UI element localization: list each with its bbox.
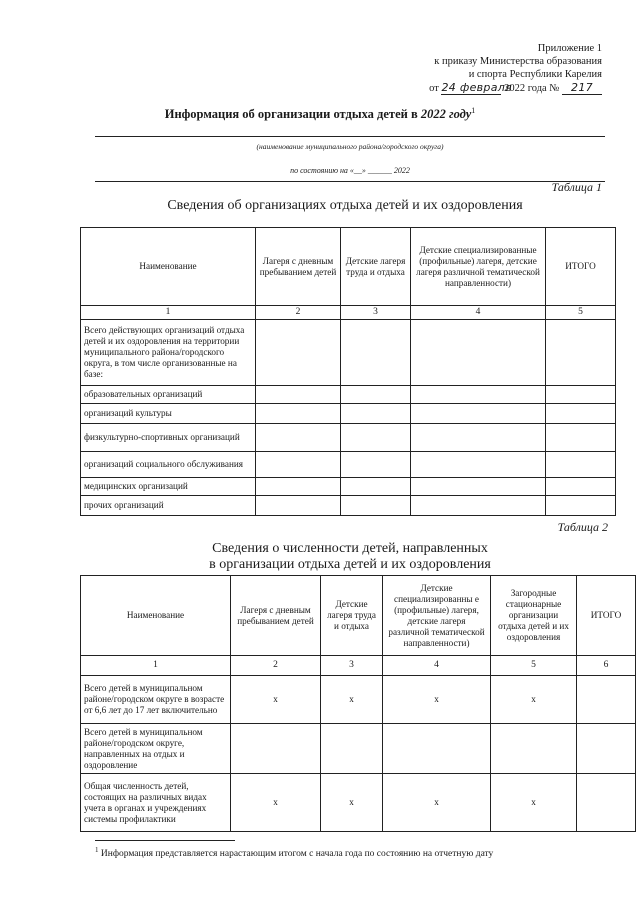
row-label: прочих организаций: [81, 496, 256, 516]
table2-col-number: 2: [231, 656, 321, 676]
appendix-line-3: и спорта Республики Карелия: [468, 69, 602, 80]
table2-header-row: [81, 576, 636, 656]
appendix-line-1: Приложение 1: [537, 43, 602, 54]
table-cell: [256, 386, 341, 404]
table-cell: x: [231, 774, 321, 832]
footnote-mark: 1: [95, 846, 99, 854]
table-cell: [231, 724, 321, 774]
table-cell: x: [383, 676, 491, 724]
table2-col-number: 1: [81, 656, 231, 676]
row-label: Общая численность детей, состоящих на различных видах учета в органах и учреждениях системы профилактики: [81, 774, 231, 832]
table-row: [81, 424, 616, 452]
table2-label: Таблица 2: [557, 520, 608, 534]
table1-col-number: 5: [546, 306, 616, 320]
table-row: [81, 478, 616, 496]
table-cell: [577, 774, 636, 832]
order-number-label: №: [549, 83, 560, 94]
table-cell: x: [491, 676, 577, 724]
table2-header-name: Наименование: [81, 576, 231, 656]
footnote-text: Информация представляется нарастающим итогом с начала года по состоянию на отчетную дату: [98, 849, 494, 860]
table-cell: [341, 320, 411, 386]
table-cell: [256, 478, 341, 496]
title-footnote-mark: 1: [471, 106, 476, 115]
row-label: медицинских организаций: [81, 478, 256, 496]
table1-title: Сведения об организациях отдыха детей и их оздоровления: [167, 198, 523, 213]
table-cell: [411, 452, 546, 478]
table2-col-number: 4: [383, 656, 491, 676]
table-cell: x: [491, 774, 577, 832]
table-cell: x: [383, 774, 491, 832]
table2: [80, 575, 636, 832]
table1-header-labor-camps: Детские лагеря труда и отдыха: [341, 228, 411, 306]
table-row: [81, 676, 636, 724]
footnote: [95, 846, 493, 859]
table-cell: [411, 404, 546, 424]
table-row: [81, 386, 616, 404]
table1-header-specialized-camps: Детские специализированные (профильные) лагеря, детские лагеря различной тематической направленности): [411, 228, 546, 306]
municipality-caption: (наименование муниципального района/городского округа): [256, 142, 444, 151]
table-cell: [411, 320, 546, 386]
row-label: физкультурно-спортивных организаций: [81, 424, 256, 452]
title-year: 2022 году: [420, 107, 472, 122]
table-cell: [256, 404, 341, 424]
row-label: образовательных организаций: [81, 386, 256, 404]
table2-title: [0, 541, 640, 573]
as-of-line: [95, 181, 605, 182]
table-cell: [341, 386, 411, 404]
date-handwritten: [441, 81, 513, 95]
row-label: Всего детей в муниципальном районе/городском округе в возрасте от 6,6 лет до 17 лет включительно: [81, 676, 231, 724]
table2-header-day-camps: Лагеря с дневным пребыванием детей: [231, 576, 321, 656]
table-cell: [411, 386, 546, 404]
table2-header-total: ИТОГО: [577, 576, 636, 656]
appendix-date-line: [352, 81, 602, 95]
table-cell: [546, 320, 616, 386]
table-cell: [546, 404, 616, 424]
title-text: Информация об организации отдыха детей в: [164, 107, 421, 122]
table-row: [81, 452, 616, 478]
table-row: [81, 774, 636, 832]
row-label: организаций культуры: [81, 404, 256, 424]
table-cell: [411, 496, 546, 516]
table2-title-line-1: Сведения о численности детей, направленных: [212, 541, 488, 556]
table-cell: [491, 724, 577, 774]
table2-col-number: 3: [321, 656, 383, 676]
table-cell: [256, 424, 341, 452]
table2-col-number: 5: [491, 656, 577, 676]
table1-col-number: 4: [411, 306, 546, 320]
row-label: организаций социального обслуживания: [81, 452, 256, 478]
table2-header-specialized-camps: Детские специализированны е (профильные) лагеря, детские лагеря различной тематической направленности): [383, 576, 491, 656]
table2-col-number: 6: [577, 656, 636, 676]
table2-header-country-camps: Загородные стационарные организации отдыха детей и их оздоровления: [491, 576, 577, 656]
table1-header-day-camps: Лагеря с дневным пребыванием детей: [256, 228, 341, 306]
table-cell: [341, 404, 411, 424]
municipality-line: [95, 136, 605, 137]
table-cell: [577, 724, 636, 774]
table-cell: [546, 424, 616, 452]
footnote-divider: [95, 840, 235, 841]
table-cell: [321, 724, 383, 774]
table-cell: [383, 724, 491, 774]
row-label: Всего действующих организаций отдыха детей и их оздоровления на территории муниципального района/городского округа, в том числе организованные на базе:: [81, 320, 256, 386]
table2-number-row: [81, 656, 636, 676]
table1-number-row: [81, 306, 616, 320]
table1-header-total: ИТОГО: [546, 228, 616, 306]
table-cell: x: [231, 676, 321, 724]
table-cell: [546, 496, 616, 516]
table-cell: [411, 424, 546, 452]
row-label: Всего детей в муниципальном районе/городском округе, направленных на отдых и оздоровление: [81, 724, 231, 774]
table-cell: [256, 320, 341, 386]
table-cell: [341, 496, 411, 516]
table1-header-name: Наименование: [81, 228, 256, 306]
table1: [80, 227, 616, 516]
table1-col-number: 3: [341, 306, 411, 320]
date-prefix: от: [429, 83, 439, 94]
table-cell: [546, 478, 616, 496]
table-cell: [341, 452, 411, 478]
order-number: 217: [562, 81, 602, 95]
appendix-block: [352, 42, 602, 95]
table-row: [81, 404, 616, 424]
table-cell: [577, 676, 636, 724]
table-cell: [546, 452, 616, 478]
table-cell: [256, 496, 341, 516]
table-row: [81, 320, 616, 386]
date-year: 2022 года: [504, 83, 547, 94]
table-cell: [411, 478, 546, 496]
table-cell: [546, 386, 616, 404]
table-row: [81, 496, 616, 516]
table-cell: [256, 452, 341, 478]
table1-col-number: 1: [81, 306, 256, 320]
appendix-line-2: к приказу Министерства образования: [434, 56, 602, 67]
table-cell: [341, 478, 411, 496]
table2-title-line-2: в организации отдыха детей и их оздоровления: [209, 557, 491, 572]
date-day: 24: [441, 81, 457, 94]
table1-header-row: [81, 228, 616, 306]
date-month: февраля: [459, 81, 513, 94]
document-title: [0, 106, 640, 122]
table1-label: Таблица 1: [551, 180, 602, 194]
table-row: [81, 724, 636, 774]
as-of-date: по состоянию на «__» ______ 2022: [290, 166, 410, 175]
table-cell: x: [321, 774, 383, 832]
table-cell: x: [321, 676, 383, 724]
table2-header-labor-camps: Детские лагеря труда и отдыха: [321, 576, 383, 656]
table1-col-number: 2: [256, 306, 341, 320]
table-cell: [341, 424, 411, 452]
